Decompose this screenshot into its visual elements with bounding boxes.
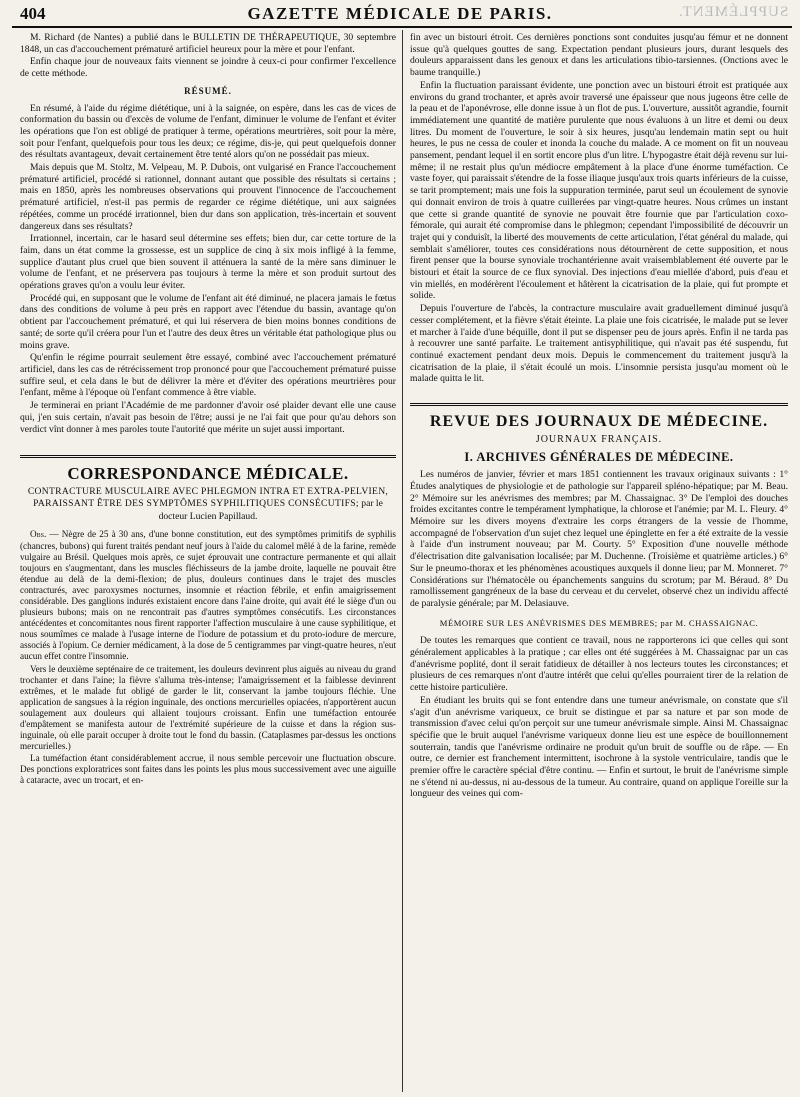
archives-heading: I. ARCHIVES GÉNÉRALES DE MÉDECINE. bbox=[464, 449, 734, 464]
paragraph: De toutes les remarques que contient ce travail, nous ne rapporterons ici que celles qui sont généralement applicables à la pratique ; car elles ont été suggérées à M. Chassaignac par un cas d'anévrisme poplité, dont il serait fatidieux de détailler à nos lecteurs toutes les circonstances; et plusieurs de ces remarques n'ont d'autre intérêt que celui qu'elles pourraient tirer de la relation de cette histoire particulière. bbox=[410, 635, 788, 694]
revue-section bbox=[410, 403, 788, 463]
bleed-through-text: SUPPLÉMENT. bbox=[677, 4, 788, 20]
paragraph: En résumé, à l'aide du régime diététique, uni à la saignée, on espère, dans les cas de vices de conformation du bassin ou d'excès de volume de l'enfant, diminuer le volume de l'enfant et éviter les opérations que l'on est obligé de pratiquer à terme, opérations meurtrières, soit pour la mère, soit pour l'enfant, quelquefois pour tous les deux; ce régime, dis-je, qui peut quelquefois donner des résultats avantageux, devait certainement être tenté alors qu'on ne possédait pas mieux. bbox=[20, 102, 396, 161]
paragraph: Enfin chaque jour de nouveaux faits viennent se joindre à ceux-ci pour confirmer l'excellence de cette méthode. bbox=[20, 56, 396, 80]
paragraph: M. Richard (de Nantes) a publié dans le BULLETIN DE THÉRAPEUTIQUE, 30 septembre 1848, un cas d'accouchement prématuré artificiel heureux pour la mère et pour l'enfant. bbox=[20, 32, 396, 55]
article-subheading bbox=[24, 486, 392, 524]
paragraph: Depuis l'ouverture de l'abcès, la contracture musculaire avait graduellement diminué jusqu'à cesser complétement, et la fièvre s'était éteinte. La plaie une fois cicatrisée, le malade put se lever et marcher à l'aide d'une béquille, dont il put se dispenser peu de jours après. Enfin il ne tarda pas à recouvrer une santé parfaite. Le traitement antisyphilitique, qui n'avait pas été suspendu, fut continué exactement pendant deux mois. Depuis le commencement du traitement jusqu'à la cicatrisation de la plaie, il s'était écoulé un mois. L'insomnie persista jusqu'au moment où le malade quitta le lit. bbox=[410, 303, 788, 385]
paragraph: — Nègre de 25 à 30 ans, d'une bonne constitution, eut des symptômes primitifs de syphilis (chancres, bubons) qui furent traités pendant neuf jours à l'aide du calomel mêlé à de la farine, remède vulgaire au Brésil. Quelques mois après, ce sujet éprouvait une contracture permanente et qui allait toujours en s'augmentant, dans les muscles fléchisseurs de la jambe droite, laquelle ne pouvait être étendue au delà de la demi-flexion; de plus, douleurs continues dans le trajet des muscles contracturés, avec paroxysmes nocturnes, insomnie et réaction fébrile, et enfin amaigrissement considérable. Des ganglions indurés existaient encore dans l'aine droite, qui avait été le siège d'un ou plusieurs bubons; mais on ne rencontrait pas d'autres symptômes consécutifs. Les circonstances antécédentes et concomitantes nous firent rapporter l'affection musculaire à une cause syphilitique, et nous soumîmes ce malade à l'usage interne de l'iodure de potassium et du proto-iodure de mercure, associés à l'opium. Ce dernier médicament, à la dose de 5 centigrammes par vingt-quatre heures, n'eut aucun effet contre l'insomnie. bbox=[20, 529, 397, 662]
paragraph: fin avec un bistouri étroit. Ces dernières ponctions sont conduites jusqu'au fémur et ne donnent issue qu'à quelques gouttes de sang. Expectation pendant plusieurs jours, durant lesquels des douleurs apparaissent dans les genoux et dans les articulations tibio-tarsiennes. (Onctions avec le baume tranquille.) bbox=[410, 32, 788, 79]
article-author: par le docteur Lucien Papillaud. bbox=[158, 498, 383, 522]
paragraph: En étudiant les bruits qui se font entendre dans une tumeur anévrismale, on constate que s'il s'agit d'un anévrisme variqueux, ce bruit se distingue et par sa nature et par son mode de transmission d'avec celui qu'on perçoit sur une tumeur anévrismale simple. Ainsi M. Chassaignac spécifie que le bruit auquel l'anévrisme variqueux donne lieu est une espèce de bouillonnement souterrain, tandis que l'anévrisme ordinaire ne produit qu'un bruit de souffle ou de râpe. — En outre, ce dernier est franchement intermittent, isochrone à la systole ventriculaire, tandis que le premier offre le caractère spécial d'être continu. — Enfin et surtout, le bruit de l'anévrisme simple ne s'étend ni au-dessus, ni au-dessous de la tumeur. Au contraire, quand on applique l'oreille sur la longueur des veines qui com- bbox=[410, 694, 788, 800]
header-rule bbox=[12, 26, 792, 28]
paragraph: Irrationnel, incertain, car le hasard seul détermine ses effets; bien dur, car cette torture de la faim, dans un état comme la grossesse, est un supplice de cinq à six mois infligé à la femme, supplice d'autant plus cruel que bien souvent il atténuera la santé de la mère sans diminuer le volume de l'enfant, et ne préservera pas toujours à terme la mère et son produit surtout des opérations graves qu'on a voulu leur éviter. bbox=[20, 233, 396, 292]
section-title-revue: REVUE DES JOURNAUX DE MÉDECINE. bbox=[429, 413, 769, 431]
paragraph: Je terminerai en priant l'Académie de me pardonner d'avoir osé plaider devant elle une cause qui, j'en suis certain, n'avait pas besoin de l'être; aussi je ne l'ai fait que pour qu'au dehors son verdict vînt donner à mes paroles toute l'autorité que mérite un sujet aussi important. bbox=[20, 400, 396, 435]
journal-title: GAZETTE MÉDICALE DE PARIS. bbox=[247, 4, 553, 23]
column-divider bbox=[402, 30, 403, 1092]
page-header bbox=[6, 4, 794, 24]
correspondance-section bbox=[20, 455, 396, 523]
section-heading-resume: RÉSUMÉ. bbox=[184, 85, 232, 96]
section-title-correspondance: CORRESPONDANCE MÉDICALE. bbox=[67, 464, 349, 484]
observation-text bbox=[20, 529, 396, 786]
obs-label: Obs. bbox=[30, 529, 47, 540]
subsection-title: JOURNAUX FRANÇAIS. bbox=[535, 433, 663, 445]
left-column bbox=[20, 32, 396, 788]
paragraph: Les numéros de janvier, février et mars 1851 contiennent les travaux originaux suivants : 1° Études analytiques de physiologie et de pathologie sur l'appareil spléno-hépatique; par M. Beau. 2° Mémoire sur les anévrismes des membres; par M. Chassaignac. 3° De l'emploi des douches froides excitantes contre le tempérament lymphatique, la chlorose et l'anémie; par M. L. Fleury. 4° Mémoire sur les divers moyens d'extraire les corps étrangers de la vessie de l'homme, accompagné de l'observation d'un sujet chez lequel une épinglette en fer a été extraite de la vessie à l'aide d'un instrument nouveau; par M. Courty. 5° Exposition d'une nouvelle méthode d'électrisation dite galvanisation localisée; par M. Duchenne. (Troisième et quatrième articles.) 6° Sur le pneumo-thorax et les phénomènes acoustiques auxquels il donne lieu; par M. Monneret. 7° Considérations sur l'hématocèle ou épanchements sanguins du scrotum; par M. Béraud. 8° Du ramollissement gangréneux de la base du cerveau et du cervelet, observé chez un individu affecté de paralysie générale; par M. Delasiauve. bbox=[410, 469, 788, 609]
paragraph: Vers le deuxième septénaire de ce traitement, les douleurs devinrent plus aiguës au niveau du grand trochanter et dans l'aine; la fièvre s'alluma très-intense; l'amaigrissement et la faiblesse devinrent extrêmes, et le malade fut obligé de garder le lit, conservant la jambe toujours fléchie. Une application de sangsues à la région inguinale, des onctions mercurielles opiacées, n'apportèrent aucun soulagement aux douleurs qui allaient toujours croissant. Enfin une tuméfaction entourée d'empâtement se manifesta autour de l'extrémité supérieure de la cuisse et dans la région sus-inguinale, où elle parait occuper à droite tout le fond du bassin. (Cataplasmes par-dessus les onctions mercurielles.) bbox=[20, 663, 396, 752]
memoire-heading: MÉMOIRE SUR LES ANÉVRISMES DES MEMBRES; par M. CHASSAIGNAC. bbox=[439, 617, 759, 628]
article-subject: CONTRACTURE MUSCULAIRE AVEC PHLEGMON INTRA ET EXTRA-PELVIEN, PARAISSANT ÊTRE DES SYMPTÔMES SYPHILITIQUES CONSÉCUTIFS; bbox=[27, 485, 389, 510]
page-number: 404 bbox=[20, 4, 46, 23]
paragraph: Mais depuis que M. Stoltz, M. Velpeau, M. P. Dubois, ont vulgarisé en France l'accouchement prématuré artificiel, procédé si rationnel, donnant autant que possible des résultats si certains ; mais en 1850, après les nombreuses observations qui prouvent l'innocence de l'accouchement prématuré artificiel, n'est-il pas permis de regarder ce régime diététique, uni aux saignées répétées, comme un procédé irrationnel, bien dur dans son application, très-incertain et souvent dangereux dans ses résultats? bbox=[20, 162, 396, 232]
right-column bbox=[410, 32, 788, 801]
paragraph: Qu'enfin le régime pourrait seulement être essayé, combiné avec l'accouchement prématuré artificiel, dans les cas de rétrécissement trop prononcé pour que l'accouchement prématuré puisse suffire seul, et cela dans le but de délivrer la mère et d'éviter des opérations meurtrières pour l'enfant, même à l'époque où l'enfant commence à être viable. bbox=[20, 352, 396, 399]
paragraph: La tuméfaction étant considérablement accrue, il nous semble percevoir une fluctuation obscure. Des ponctions exploratrices sont faites dans les points les plus mous successivement avec une aiguille à cataracte, avec un trocart, et en- bbox=[20, 753, 396, 786]
paragraph: Enfin la fluctuation paraissant évidente, une ponction avec un bistouri étroit est pratiquée aux environs du grand trochanter, et après avoir traversé une épaisseur que nous jugeons être celle de la peau et de l'aponévrose, elle donne issue à un flot de pus. L'ouverture, aussitôt agrandie, fournit immédiatement une quantité de matière purulente que nous évaluons à un litre et demi ou deux litres. Du moment de l'ouverture, le soir à six heures, jusqu'au lendemain matin sept ou huit heures, le pus ne cessa de couler et inonda la couche du malade. A ce moment on fit un nouveau pansement, pendant lequel il en sortit encore plus d'un litre. L'hypogastre était déjà revenu sur lui-même; il ne restait plus qu'un médiocre empâtement à la place d'une énorme tuméfaction. Ce vaste foyer, qui paraissait s'étendre de la fosse iliaque jusqu'aux trois quarts inférieurs de la cuisse, se tarit promptement; mais une fois la suppuration terminée, parut seul un écoulement de synovie qui donnait environ de trois à quatre cuillerées par vingt-quatre heures. Nous crûmes un instant que cette si grande quantité de synovie ne pouvait être fournie que par l'articulation coxo-fémorale, qui aurait été compromise dans le phlegmon; cependant l'impossibilité de découvrir un trajet qui y conduisît, la liberté des mouvements de cette articulation, l'état général du malade, qui semblait s'améliorer, toutes ces considérations nous détournèrent de cette supposition, et nous firent penser que la bourse synoviale trochantérienne avait vraisemblablement été ouverte par le bistouri et était la source de ce flux synovial. Des injections d'eau miellée d'abord, puis d'eau et vin miellés, en modérèrent l'écoulement et hâtèrent la cicatrisation de la plaie, qui fut prompte et solide. bbox=[410, 79, 788, 302]
paragraph: Procédé qui, en supposant que le volume de l'enfant ait été diminué, ne placera jamais le fœtus dans des conditions de volume à peu près en rapport avec l'étendue du bassin, avantage qu'on obtient par l'accouchement prématuré, et qui lui réservera de bien moins bonnes conditions de santé; de sorte qu'il créera pour l'un et l'autre des deux êtres un véritable état pathologique plus ou moins grave. bbox=[20, 292, 396, 351]
